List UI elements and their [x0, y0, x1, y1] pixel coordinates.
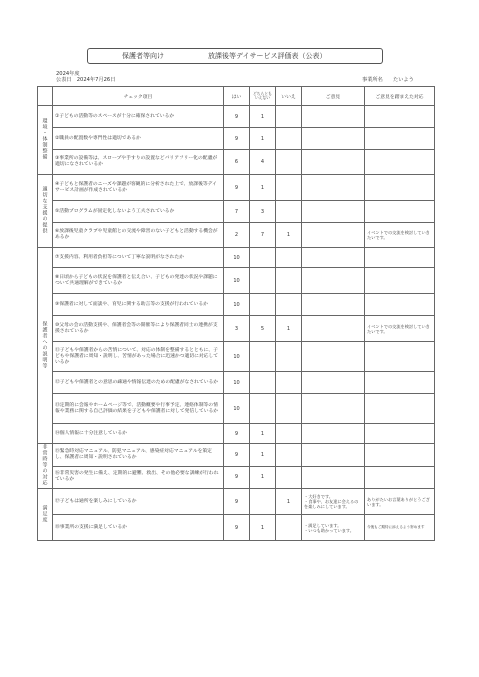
table-row: [38, 466, 435, 489]
section-label: 非常時等の対応: [38, 444, 53, 489]
count-no: [276, 248, 302, 268]
table-row: [38, 201, 435, 223]
response-cell: [365, 248, 435, 268]
table-row: [38, 515, 435, 541]
check-item: ⑰子どもは通所を楽しみにしているか: [53, 489, 224, 515]
count-no: [276, 424, 302, 444]
office-name: たいよう: [393, 77, 414, 83]
count-no: [276, 106, 302, 128]
count-no: [276, 294, 302, 316]
header-yes: はい: [224, 87, 250, 106]
check-item: ③事業所の設備等は、スロープや手すりの設置などバリアフリー化の配慮が適切になされているか: [53, 150, 224, 175]
count-no: [276, 175, 302, 201]
opinion-cell: [302, 342, 365, 372]
count-neither: [250, 394, 276, 424]
check-item: ⑥放課後児童クラブや児童館との交流や障害のない子どもと活動する機会があるか: [53, 223, 224, 248]
count-neither: [250, 268, 276, 294]
response-cell: [365, 394, 435, 424]
check-item: ⑧日頃から子どもの状況を保護者と伝え合い、子どもの発達の状況や課題について共通理解ができているか: [53, 268, 224, 294]
table-row: [38, 394, 435, 424]
evaluation-table: [37, 86, 435, 541]
published-date: 公表日 2024年7月26日: [56, 77, 116, 83]
count-neither: [250, 294, 276, 316]
check-item: ⑫子どもや保護者との意思の疎通や情報伝達のための配慮がなされているか: [53, 372, 224, 394]
count-neither: [250, 372, 276, 394]
count-yes: 10: [224, 248, 250, 268]
count-yes: 9: [224, 128, 250, 150]
table-row: [38, 106, 435, 128]
count-yes: 10: [224, 294, 250, 316]
count-yes: 9: [224, 424, 250, 444]
opinion-cell: [302, 424, 365, 444]
office-label: 事業所名: [362, 77, 383, 83]
count-yes: 9: [224, 489, 250, 515]
check-item: ⑪子どもや保護者からの苦情について、対応の体制を整備するとともに、子どもや保護者に周知・説明し、苦情があった場合に迅速かつ適切に対応しているか: [53, 342, 224, 372]
opinion-cell: [302, 466, 365, 489]
response-cell: ありがたいお言葉ありがとうございます。: [365, 489, 435, 515]
opinion-cell: [302, 294, 365, 316]
count-neither: 1: [250, 175, 276, 201]
count-neither: 1: [250, 424, 276, 444]
table-row: [38, 223, 435, 248]
count-yes: 3: [224, 316, 250, 342]
table-row: [38, 424, 435, 444]
count-neither: [250, 342, 276, 372]
header-no: いいえ: [276, 87, 302, 106]
count-yes: 7: [224, 201, 250, 223]
count-no: [276, 466, 302, 489]
count-neither: [250, 248, 276, 268]
count-neither: 5: [250, 316, 276, 342]
count-yes: 9: [224, 466, 250, 489]
header-check-item: チェック項目: [53, 87, 224, 106]
opinion-cell: [302, 106, 365, 128]
count-neither: 3: [250, 201, 276, 223]
count-yes: 9: [224, 175, 250, 201]
check-item: ⑭個人情報に十分注意しているか: [53, 424, 224, 444]
count-yes: 2: [224, 223, 250, 248]
response-cell: [365, 294, 435, 316]
count-yes: 10: [224, 394, 250, 424]
response-cell: [365, 466, 435, 489]
opinion-cell: [302, 316, 365, 342]
count-no: [276, 128, 302, 150]
opinion-cell: [302, 444, 365, 467]
response-cell: [365, 342, 435, 372]
count-no: [276, 268, 302, 294]
count-no: [276, 444, 302, 467]
opinion-cell: [302, 128, 365, 150]
section-label: 満足度: [38, 489, 53, 541]
response-cell: [365, 444, 435, 467]
check-item: ⑩父母の会の活動支援や、保護者会等の開催等により保護者同士の連携が支援されているか: [53, 316, 224, 342]
opinion-cell: ・大好きです。 ・食事や、お友達に会えるのを楽しみにしています。: [302, 489, 365, 515]
count-yes: 9: [224, 106, 250, 128]
count-no: [276, 372, 302, 394]
count-neither: 4: [250, 150, 276, 175]
section-label: 保護者への説明等: [38, 248, 53, 444]
check-item: ①子どもの活動等のスペースが十分に確保されているか: [53, 106, 224, 128]
count-yes: 9: [224, 444, 250, 467]
count-neither: 1: [250, 466, 276, 489]
table-row: [38, 294, 435, 316]
check-item: ⑮緊急時対応マニュアル、防犯マニュアル、感染症対応マニュアルを策定し、保護者に周知・説明されているか: [53, 444, 224, 467]
header-response: ご意見を踏まえた対応: [365, 87, 435, 106]
check-item: ②職員の配置数や専門性は適切であるか: [53, 128, 224, 150]
title-main: 放課後等デイサービス評価表（公表）: [208, 52, 327, 60]
count-yes: 10: [224, 268, 250, 294]
fiscal-year: 2024年度: [56, 71, 80, 77]
table-row: [38, 444, 435, 467]
count-no: 1: [276, 489, 302, 515]
section-label: 環境・体制整備: [38, 106, 53, 175]
table-row: [38, 128, 435, 150]
count-no: [276, 342, 302, 372]
count-neither: 1: [250, 106, 276, 128]
check-item: ④子どもと保護者のニーズや課題が客観的に分析された上で、放課後等デイサービス計画が作成されているか: [53, 175, 224, 201]
response-cell: [365, 150, 435, 175]
count-yes: 6: [224, 150, 250, 175]
response-cell: 今後もご期待に添えるよう努めます: [365, 515, 435, 541]
response-cell: イベントでの交流を検討していきたいです。: [365, 316, 435, 342]
count-no: [276, 201, 302, 223]
table-row: [38, 316, 435, 342]
opinion-cell: [302, 223, 365, 248]
count-yes: 10: [224, 342, 250, 372]
table-row: [38, 268, 435, 294]
count-no: 1: [276, 223, 302, 248]
response-cell: [365, 106, 435, 128]
response-cell: イベントでの交流を検討していきたいです。: [365, 223, 435, 248]
section-label: 適切な支援の提供: [38, 175, 53, 248]
count-no: 1: [276, 316, 302, 342]
response-cell: [365, 201, 435, 223]
table-row: [38, 248, 435, 268]
table-row: [38, 372, 435, 394]
title-audience: 保護者等向け: [122, 52, 164, 60]
header-neither: どちらともいえない: [250, 87, 276, 106]
response-cell: [365, 175, 435, 201]
header-opinion: ご意見: [302, 87, 365, 106]
document-title-box: [87, 48, 383, 64]
check-item: ⑦支援内容、利用者負担等について丁寧な説明がなされたか: [53, 248, 224, 268]
response-cell: [365, 424, 435, 444]
header-blank: [38, 87, 53, 106]
opinion-cell: [302, 150, 365, 175]
opinion-cell: [302, 175, 365, 201]
count-yes: 10: [224, 372, 250, 394]
table-row: [38, 175, 435, 201]
check-item: ⑨保護者に対して面談や、育児に関する助言等の支援が行われているか: [53, 294, 224, 316]
response-cell: [365, 372, 435, 394]
opinion-cell: [302, 372, 365, 394]
count-neither: 1: [250, 515, 276, 541]
count-neither: 1: [250, 444, 276, 467]
check-item: ⑬定期的に会報やホームページ等で、活動概要や行事予定、連絡体制等の情報や業務に関する自己評価の結果を子どもや保護者に対して発信しているか: [53, 394, 224, 424]
count-no: [276, 394, 302, 424]
opinion-cell: [302, 268, 365, 294]
response-cell: [365, 268, 435, 294]
count-neither: [250, 489, 276, 515]
check-item: ⑯非常災害の発生に備え、定期的に避難、救出、その他必要な訓練が行われているか: [53, 466, 224, 489]
opinion-cell: [302, 248, 365, 268]
opinion-cell: ・満足しています。 ・いつも助かっています。: [302, 515, 365, 541]
count-neither: 1: [250, 128, 276, 150]
count-no: [276, 515, 302, 541]
count-neither: 7: [250, 223, 276, 248]
table-header-row: [38, 87, 435, 106]
table-row: [38, 489, 435, 515]
count-no: [276, 150, 302, 175]
response-cell: [365, 128, 435, 150]
check-item: ⑤活動プログラムが固定化しないよう工夫されているか: [53, 201, 224, 223]
opinion-cell: [302, 201, 365, 223]
table-row: [38, 342, 435, 372]
table-row: [38, 150, 435, 175]
check-item: ⑱事業所の支援に満足しているか: [53, 515, 224, 541]
count-yes: 9: [224, 515, 250, 541]
opinion-cell: [302, 394, 365, 424]
